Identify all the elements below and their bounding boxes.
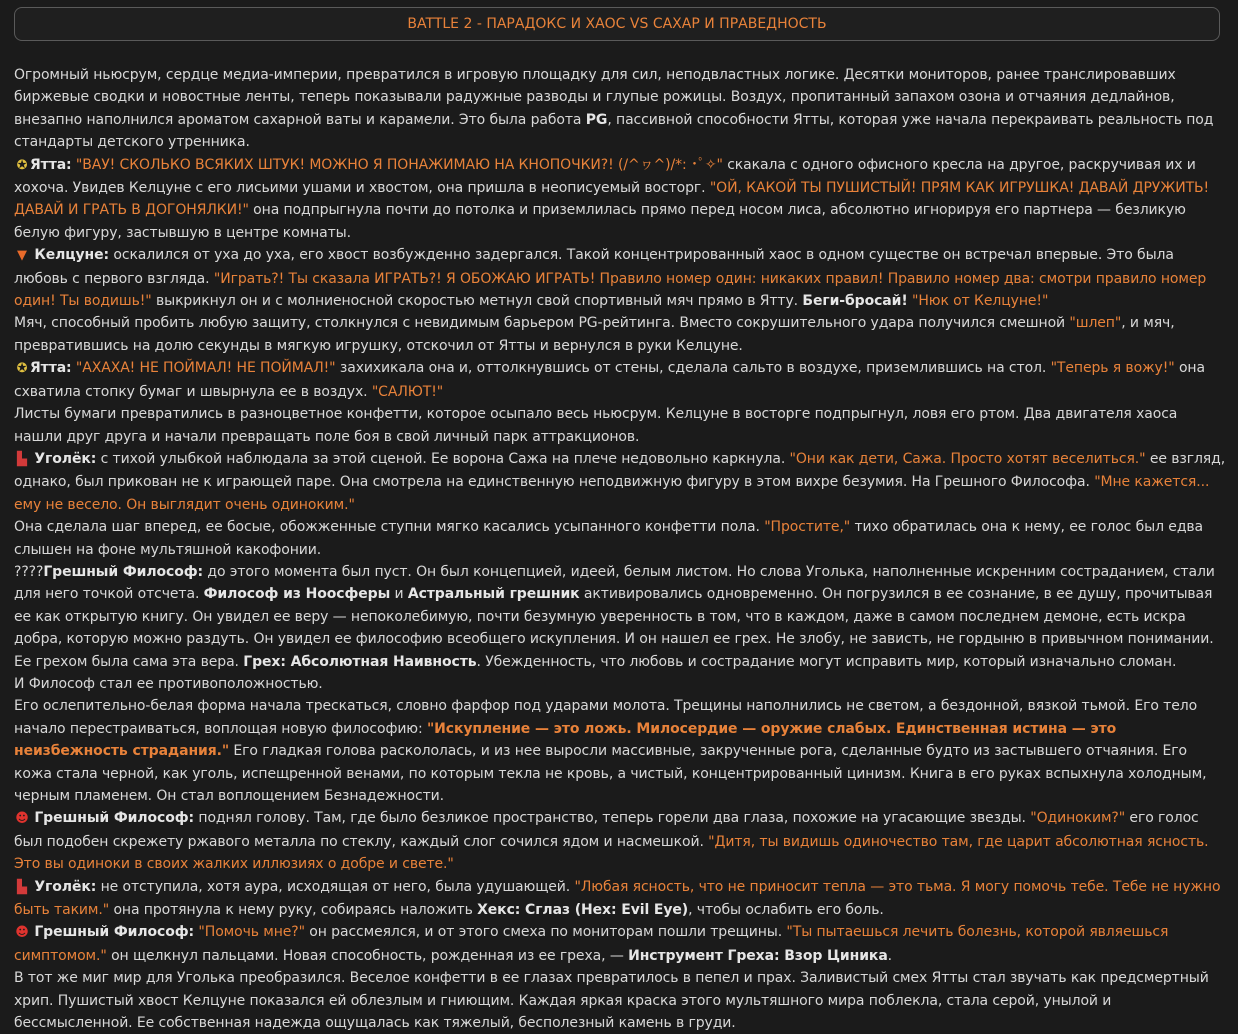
paragraph-final: В тот же миг мир для Уголька преобразился. Веселое конфетти в ее глазах превратилось в пепел и прах. Заливистый смех Ятты стал звучать как предсмертный хрип. Пушистый хвост Келцуне показался ей облезлым и гниющим. Каждая яркая краска этого мультяшного мира поблекла, стала серой, унылой и бессмысленной. Ее собственная надежда ощущалась как тяжелый, бесполезный камень в груди.: [14, 970, 1209, 1032]
speaker-philosopher: Грешный Философ:: [34, 924, 195, 941]
paragraph-opposite: И Философ стал ее противоположностью.: [14, 675, 323, 692]
paragraph-step: Она сделала шаг вперед, ее босые, обожженные ступни мягко касались усыпанного конфетти пола. "Простите," тихо обратилась она к нему, ее голос был едва слышен на фоне мультяшной какофонии.: [14, 519, 1204, 558]
paragraph-philosopher-2: ☻ Грешный Философ: поднял голову. Там, где было безликое пространство, теперь горели два глаза, похожие на угасающие звезды. "Одиноким?" его голос был подобен скрежету ржавого металла по стеклу, каждый слог сочился ядом и насмешкой. "Дитя, ты видишь одиночество там, где царит абсолютная ясность. Это вы одиноки в своих жалких иллюзиях о добре и свете.": [14, 810, 1209, 873]
speaker-yatta: Ятта:: [30, 360, 72, 377]
speaker-philosopher: Грешный Философ:: [43, 563, 204, 580]
devil-icon: ☻: [15, 925, 29, 941]
boot-icon: ▙: [17, 879, 27, 895]
story-content: [14, 64, 1226, 1034]
speaker-ugolek: Уголёк:: [34, 878, 97, 895]
paragraph-yatta-2: ✪ Ятта: "АХАХА! НЕ ПОЙМАЛ! НЕ ПОЙМАЛ!" захихикала она и, оттолкнувшись от стены, сделала сальто в воздухе, приземлившись на стол. "Теперь я вожу!" она схватила стопку бумаг и швырнула ее в воздух. "САЛЮТ!": [14, 360, 1205, 400]
star-struck-icon: ✪: [16, 361, 28, 377]
paragraph-philosopher-1: ????Грешный Философ: до этого момента был пуст. Он был концепцией, идеей, белым листом. Но слова Уголька, наполненные искренним состраданием, стали для него точкой отсчета. Философ из Ноосферы и Астральный грешник активировались одновременно. Он погрузился в ее сознание, в ее душу, прочитывая ее как открытую книгу. Он увидел ее веру — непоколебимую, почти безумную уверенность в том, что в каждом, даже в самом последнем демоне, есть искра добра, которую можно раздуть. Он увидел ее философию всеобщего искупления. И он нашел ее грех. Не злобу, не зависть, не гордыню в привычном понимании. Ее грехом была сама эта вера. Грех: Абсолютная Наивность. Убежденность, что любовь и сострадание могут исправить мир, который изначально сломан.: [14, 563, 1215, 670]
speaker-ugolek: Уголёк:: [34, 450, 97, 467]
paragraph-ball: Мяч, способный пробить любую защиту, столкнулся с невидимым барьером PG-рейтинга. Вместо сокрушительного удара получился смешной "шлеп", и мяч, превратившись на долю секунды в мягкую игрушку, отскочил от Ятты и вернулся в руки Келцуне.: [14, 315, 1175, 354]
boot-icon: ▙: [17, 451, 27, 467]
devil-icon: ☻: [15, 811, 29, 827]
fox-icon: ▼: [17, 248, 27, 264]
paragraph-kelcune-1: ▼ Келцуне: оскалился от уха до уха, его хвост возбужденно задергался. Такой концентрированный хаос в одном существе он встречал впервые. Это была любовь с первого взгляда. "Играть?! Ты сказала ИГРАТЬ?! Я ОБОЖАЮ ИГРАТЬ! Правило номер один: никаких правил! Правило номер два: смотри правило номер один! Ты водишь!" выкрикнул он и с молниеносной скоростью метнул свой спортивный мяч прямо в Ятту. Беги-бросай! "Нюк от Келцуне!": [14, 247, 1207, 310]
paragraph-yatta-1: ✪ Ятта: "ВАУ! СКОЛЬКО ВСЯКИХ ШТУК! МОЖНО Я ПОНАЖИМАЮ НА КНОПОЧКИ?! (/^ヮ^)/*: ･ﾟ✧" скакала с одного офисного кресла на другое, раскручивая их и хохоча. Увидев Келцуне с его лисьими ушами и хвостом, она пришла в неописуемый восторг. "ОЙ, КАКОЙ ТЫ ПУШИСТЫЙ! ПРЯМ КАК ИГРУШКА! ДАВАЙ ДРУЖИТЬ! ДАВАЙ И ГРАТЬ В ДОГОНЯЛКИ!" она подпрыгнула почти до потолка и приземлилась прямо перед носом лиса, абсолютно игнорируя его партнера — безликую белую фигуру, застывшую в центре комнаты.: [14, 156, 1210, 241]
paragraph-ugolek-1: ▙ Уголёк: с тихой улыбкой наблюдала за этой сценой. Ее ворона Сажа на плече недовольно каркнула. "Они как дети, Сажа. Просто хотят веселиться." ее взгляд, однако, был прикован не к играющей паре. Она смотрела на единственную неподвижную фигуру в этом вихре безумия. На Грешного Философа. "Мне кажется... ему не весело. Он выглядит очень одиноким.": [14, 450, 1226, 513]
paragraph-transformation: Его ослепительно-белая форма начала трескаться, словно фарфор под ударами молота. Трещины наполнились не светом, а бездонной, вязкой тьмой. Его тело начало перестраиваться, воплощая новую философию: "Искупление — это ложь. Милосердие — оружие слабых. Единственная истина — это неизбежность страдания." Его гладкая голова раскололась, и из нее выросли массивные, закрученные рога, сделанные будто из застывшего отчаяния. Его кожа стала черной, как уголь, испещренной венами, по которым текла не кровь, а чистый, концентрированный цинизм. Книга в его руках вспыхнула холодным, черным пламенем. Он стал воплощением Безнадежности.: [14, 698, 1207, 804]
battle-title-box: [14, 7, 1220, 41]
star-struck-icon: ✪: [16, 157, 28, 173]
paragraph-intro: Огромный ньюсрум, сердце медиа-империи, превратился в игровую площадку для сил, неподвластных логике. Десятки мониторов, ранее транслировавших биржевые сводки и новостные ленты, теперь показывали радужные разводы и глупые рожицы. Воздух, пропитанный запахом озона и отчаяния дедлайнов, внезапно наполнился ароматом сахарной ваты и карамели. Это была работа PG, пассивной способности Ятты, которая уже начала перекраивать реальность под стандарты детского утренника.: [14, 67, 1214, 151]
paragraph-ugolek-2: ▙ Уголёк: не отступила, хотя аура, исходящая от него, была удушающей. "Любая ясность, что не приносит тепла — это тьма. Я могу помочь тебе. Тебе не нужно быть таким." она протянула к нему руку, собираясь наложить Хекс: Сглаз (Hex: Evil Eye), чтобы ослабить его боль.: [14, 878, 1221, 919]
speaker-yatta: Ятта:: [30, 156, 72, 173]
speaker-kelcune: Келцуне:: [34, 247, 110, 264]
paragraph-philosopher-3: ☻ Грешный Философ: "Помочь мне?" он рассмеялся, и от этого смеха по мониторам пошли трещины. "Ты пытаешься лечить болезнь, которой являешься симптомом." он щелкнул пальцами. Новая способность, рожденная из ее греха, — Инструмент Греха: Взор Циника.: [14, 924, 1169, 964]
battle-title: BATTLE 2 - ПАРАДОКС И ХАОС VS САХАР И ПРАВЕДНОСТЬ: [407, 16, 827, 32]
speaker-philosopher: Грешный Философ:: [34, 810, 195, 827]
paragraph-confetti: Листы бумаги превратились в разноцветное конфетти, которое осыпало весь ньюсрум. Келцуне в восторге подпрыгнул, ловя его ртом. Два двигателя хаоса нашли друг друга и начали превращать поле боя в свой личный парк аттракционов.: [14, 406, 1178, 445]
